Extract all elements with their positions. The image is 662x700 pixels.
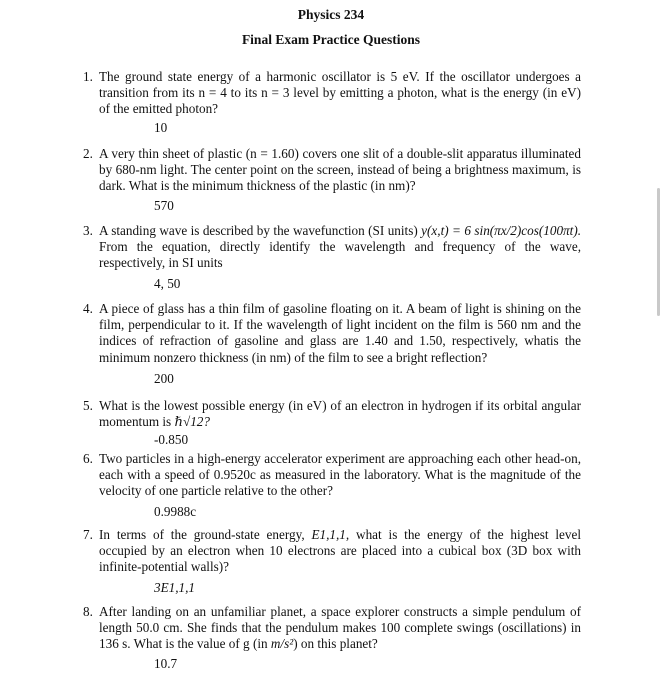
question-number: 6. (83, 451, 93, 466)
answer-4: 200 (154, 371, 174, 386)
question-text: In terms of the ground-state energy, (99, 527, 312, 542)
question-text: A piece of glass has a thin film of gasoline floating on it. A beam of light is shining on the film, perpendicular to it. If the wavelength of light incident on the film is 560 nm and the indices of refraction of gasoline and glass are 1.40 and 1.50, respectively, whatis the minimum nonzero thickness (in nm) of the film to see a bright reflection? (99, 301, 581, 365)
question-text: Two particles in a high-energy accelerator experiment are approaching each other head-on, each with a speed of 0.9520c as measured in the laboratory. What is the magnitude of the velocity of one particle relative to the other? (99, 451, 581, 499)
question-6 (83, 451, 581, 500)
question-8 (83, 604, 581, 653)
answer-5: -0.850 (154, 432, 189, 447)
answer-7: 3E1,1,1 (154, 580, 196, 595)
question-number: 8. (83, 604, 93, 619)
question-text: After landing on an unfamiliar planet, a space explorer constructs a simple pendulum of length 50.0 cm. She finds that the pendulum makes 100 complete swings (oscillations) in 136 s. What is the value of g (in (99, 604, 581, 652)
course-title: Physics 234 (297, 7, 365, 22)
answer-6: 0.9988c (154, 504, 197, 519)
question-5 (83, 398, 581, 430)
question-number: 2. (83, 146, 93, 161)
question-number: 7. (83, 527, 93, 542)
question-text: The ground state energy of a harmonic oscillator is 5 eV. If the oscillator undergoes a transition from its n = 4 to its n = 3 level by emitting a photon, what is the energy (in eV) of the emitted photon? (99, 69, 581, 117)
answer-3: 4, 50 (154, 276, 181, 291)
angular-momentum-expression: ℏ√12? (174, 414, 210, 430)
answer-8: 10.7 (154, 656, 178, 671)
question-number: 1. (83, 69, 93, 84)
wavefunction-equation: y(x,t) = 6 sin(πx/2)cos(100πt). (421, 223, 582, 238)
question-3 (83, 223, 581, 272)
question-number: 5. (83, 398, 93, 413)
question-4 (83, 301, 581, 366)
question-number: 4. (83, 301, 93, 316)
question-2 (83, 146, 581, 195)
question-number: 3. (83, 223, 93, 238)
units-expression: m/s² (270, 636, 294, 652)
question-1 (83, 69, 581, 118)
question-text: What is the lowest possible energy (in eV) of an electron in hydrogen if its orbital angular momentum is (99, 398, 581, 430)
question-7 (83, 527, 581, 576)
question-text: A very thin sheet of plastic (n = 1.60) covers one slit of a double-slit apparatus illuminated by 680-nm light. The center point on the screen, instead of being a brightness maximum, is dark. What is the minimum thickness of the plastic (in nm)? (99, 146, 581, 194)
question-text-continued: ) on this planet? (293, 636, 378, 652)
question-text-continued: what is the energy of the highest level occupied by an electron when 10 electrons are placed into a cubical box (3D box with infinite-potential walls)? (99, 527, 581, 575)
exam-subtitle: Final Exam Practice Questions (241, 32, 421, 47)
vertical-scrollbar[interactable] (657, 188, 660, 316)
question-text-continued: From the equation, directly identify the wavelength and frequency of the wave, respectively, in SI units (99, 239, 581, 271)
question-text: A standing wave is described by the wavefunction (SI units) (99, 223, 422, 238)
answer-2: 570 (154, 198, 174, 213)
answer-1: 10 (154, 120, 168, 135)
ground-state-energy-symbol: E1,1,1, (311, 527, 350, 542)
